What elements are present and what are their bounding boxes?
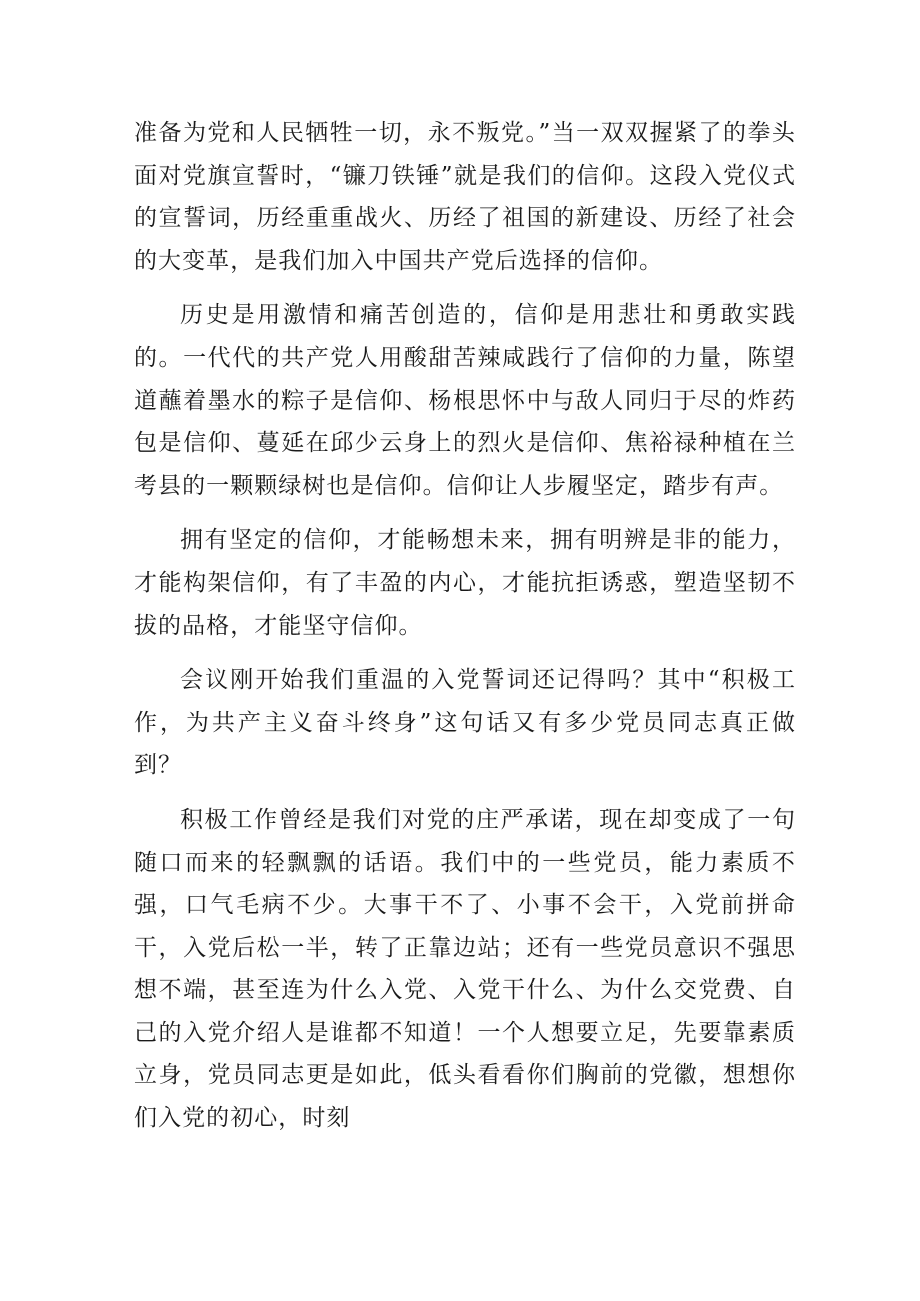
paragraph-3: 拥有坚定的信仰，才能畅想未来，拥有明辨是非的能力，才能构架信仰，有了丰盈的内心，才能抗拒诱惑，塑造坚韧不拔的品格，才能坚守信仰。 [134,527,796,639]
paragraph-1: 准备为党和人民牺牲一切，永不叛党。”当一双双握紧了的拳头面对党旗宣誓时，“镰刀铁锤”就是我们的信仰。这段入党仪式的宣誓词，历经重重战火、历经了祖国的新建设、历经了社会的大变革，是我们加入中国共产党后选择的信仰。 [134,120,796,274]
paragraph-gap [134,507,796,519]
paragraph-2: 历史是用激情和痛苦创造的，信仰是用悲壮和勇敢实践的。一代代的共产党人用酸甜苦辣咸践行了信仰的力量，陈望道蘸着墨水的粽子是信仰、杨根思怀中与敌人同归于尽的炸药包是信仰、蔓延在邱少云身上的烈火是信仰、焦裕禄种植在兰考县的一颗颗绿树也是信仰。信仰让人步履坚定，踏步有声。 [134,302,796,499]
paragraph-gap [134,787,796,799]
paragraph-gap [134,647,796,659]
document-page [134,112,796,1140]
paragraph-5: 积极工作曾经是我们对党的庄严承诺，现在却变成了一句随口而来的轻飘飘的话语。我们中的一些党员，能力素质不强，口气毛病不少。大事干不了、小事不会干，入党前拼命干，入党后松一半，转了正靠边站；还有一些党员意识不强思想不端，甚至连为什么入党、入党干什么、为什么交党费、自己的入党介绍人是谁都不知道！一个人想要立足，先要靠素质立身，党员同志更是如此，低头看看你们胸前的党徽，想想你们入党的初心，时刻 [134,806,796,1132]
paragraph-4: 会议刚开始我们重温的入党誓词还记得吗？其中“积极工作，为共产主义奋斗终身”这句话又有多少党员同志真正做到？ [134,667,796,779]
paragraph-gap [134,282,796,294]
